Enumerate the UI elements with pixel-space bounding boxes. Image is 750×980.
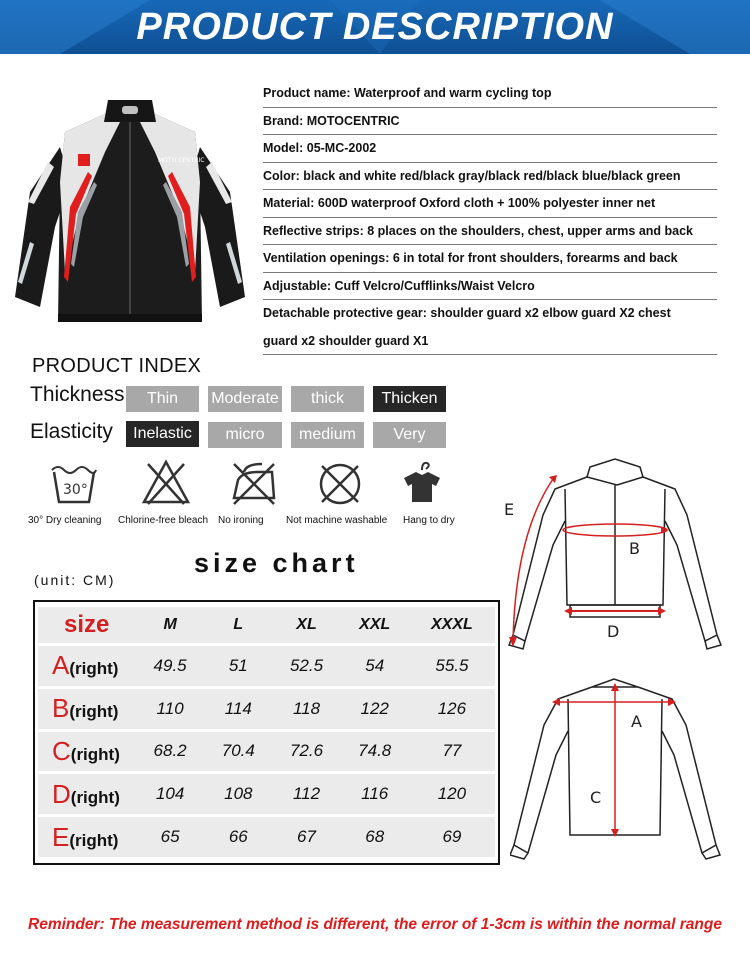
- table-cell: 68: [341, 817, 409, 858]
- table-cell: 74.8: [341, 732, 409, 773]
- row-suffix: (right): [70, 787, 120, 807]
- product-index-title: PRODUCT INDEX: [32, 355, 202, 377]
- size-header-row: [38, 607, 495, 644]
- spec-row: Color: black and white red/black gray/black red/black blue/black green: [263, 163, 717, 191]
- row-suffix: (right): [69, 659, 119, 679]
- thickness-option-thin: Thin: [126, 386, 199, 412]
- row-label: [38, 646, 136, 687]
- size-col-header: XXL: [341, 607, 409, 644]
- row-suffix: (right): [69, 702, 119, 722]
- size-table: [33, 600, 500, 865]
- unit-label: (unit: CM): [34, 572, 116, 588]
- table-cell: 112: [272, 774, 340, 815]
- elasticity-label: Elasticity: [30, 420, 113, 443]
- diagram-label-e: E: [504, 500, 515, 519]
- row-letter: D: [52, 778, 71, 809]
- spec-row: Adjustable: Cuff Velcro/Cufflinks/Waist Velcro: [263, 273, 717, 301]
- diagram-label-c: C: [590, 788, 602, 807]
- table-cell: 55.5: [409, 646, 495, 687]
- thickness-option-thicken: Thicken: [373, 386, 446, 412]
- table-cell: 66: [204, 817, 272, 858]
- table-cell: 110: [136, 689, 204, 730]
- table-cell: 118: [272, 689, 340, 730]
- table-cell: 116: [341, 774, 409, 815]
- table-cell: 126: [409, 689, 495, 730]
- spec-row: Material: 600D waterproof Oxford cloth + 100% polyester inner net: [263, 190, 717, 218]
- no-bleach-icon: [140, 458, 192, 508]
- table-cell: 72.6: [272, 732, 340, 773]
- spec-row: Model: 05-MC-2002: [263, 135, 717, 163]
- table-cell: 52.5: [272, 646, 340, 687]
- elasticity-option-micro: micro: [208, 422, 282, 448]
- banner-title: PRODUCT DESCRIPTION: [136, 6, 614, 48]
- table-row: [38, 732, 495, 773]
- diagram-label-a: A: [631, 712, 642, 731]
- thickness-label: Thickness: [30, 383, 125, 406]
- table-row: [38, 817, 495, 858]
- spec-row: Detachable protective gear: shoulder guard x2 elbow guard X2 chest: [263, 306, 671, 320]
- thickness-option-thick: thick: [291, 386, 364, 412]
- measurement-diagram-front: [495, 455, 740, 655]
- size-header: size: [38, 607, 136, 644]
- table-row: [38, 774, 495, 815]
- size-chart-title: size chart: [194, 548, 359, 578]
- wash-temp-label: 30°: [63, 482, 88, 498]
- care-label-no-ironing: No ironing: [218, 515, 264, 526]
- row-letter: C: [52, 735, 71, 766]
- elasticity-option-very: Very: [373, 422, 446, 448]
- table-cell: 67: [272, 817, 340, 858]
- diagram-label-b: B: [629, 539, 640, 558]
- care-label-hang-dry: Hang to dry: [403, 515, 455, 526]
- row-suffix: (right): [70, 744, 120, 764]
- table-cell: 68.2: [136, 732, 204, 773]
- table-cell: 51: [204, 646, 272, 687]
- table-cell: 70.4: [204, 732, 272, 773]
- table-cell: 65: [136, 817, 204, 858]
- row-suffix: (right): [69, 830, 119, 850]
- elasticity-option-medium: medium: [291, 422, 364, 448]
- row-letter: A: [52, 650, 70, 681]
- spec-row: Brand: MOTOCENTRIC: [263, 108, 717, 136]
- row-letter: B: [52, 693, 70, 724]
- jacket-front-image: [10, 92, 250, 332]
- table-cell: 120: [409, 774, 495, 815]
- table-cell: 122: [341, 689, 409, 730]
- table-cell: 108: [204, 774, 272, 815]
- table-cell: 54: [341, 646, 409, 687]
- size-col-header: XXXL: [409, 607, 495, 644]
- no-machine-wash-icon: [314, 458, 366, 508]
- table-cell: 114: [204, 689, 272, 730]
- size-col-header: M: [136, 607, 204, 644]
- care-label-no-machine-wash: Not machine washable: [286, 515, 388, 526]
- table-cell: 69: [409, 817, 495, 858]
- elasticity-option-inelastic: Inelastic: [126, 421, 199, 447]
- reminder-text: Reminder: The measurement method is different, the error of 1-3cm is within the normal range: [28, 916, 722, 933]
- spec-list: [263, 80, 717, 355]
- spec-row: Product name: Waterproof and warm cycling top: [263, 80, 717, 108]
- table-cell: 104: [136, 774, 204, 815]
- spec-row: Reflective strips: 8 places on the shoulders, chest, upper arms and back: [263, 218, 717, 246]
- size-col-header: L: [204, 607, 272, 644]
- table-row: [38, 646, 495, 687]
- hang-dry-icon: [396, 458, 448, 508]
- table-row: [38, 689, 495, 730]
- wash-30-icon: [48, 458, 100, 508]
- row-label: [38, 817, 136, 858]
- row-label: [38, 774, 136, 815]
- care-label-dry-cleaning: 30° Dry cleaning: [28, 515, 102, 526]
- jacket-chest-logo: MOTO CENTRIC: [158, 157, 205, 164]
- no-iron-icon: [228, 458, 280, 508]
- measurement-diagram-back: [510, 675, 750, 875]
- diagram-label-d: D: [607, 622, 620, 641]
- row-letter: E: [52, 821, 70, 852]
- size-col-header: XL: [272, 607, 340, 644]
- row-label: [38, 689, 136, 730]
- table-cell: 49.5: [136, 646, 204, 687]
- thickness-option-moderate: Moderate: [208, 386, 282, 412]
- spec-row: Ventilation openings: 6 in total for front shoulders, forearms and back: [263, 245, 717, 273]
- title-banner: [0, 0, 750, 54]
- row-label: [38, 732, 136, 773]
- table-cell: 77: [409, 732, 495, 773]
- care-label-no-bleach: Chlorine-free bleach: [118, 515, 209, 526]
- spec-row: guard x2 shoulder guard X1: [263, 328, 717, 356]
